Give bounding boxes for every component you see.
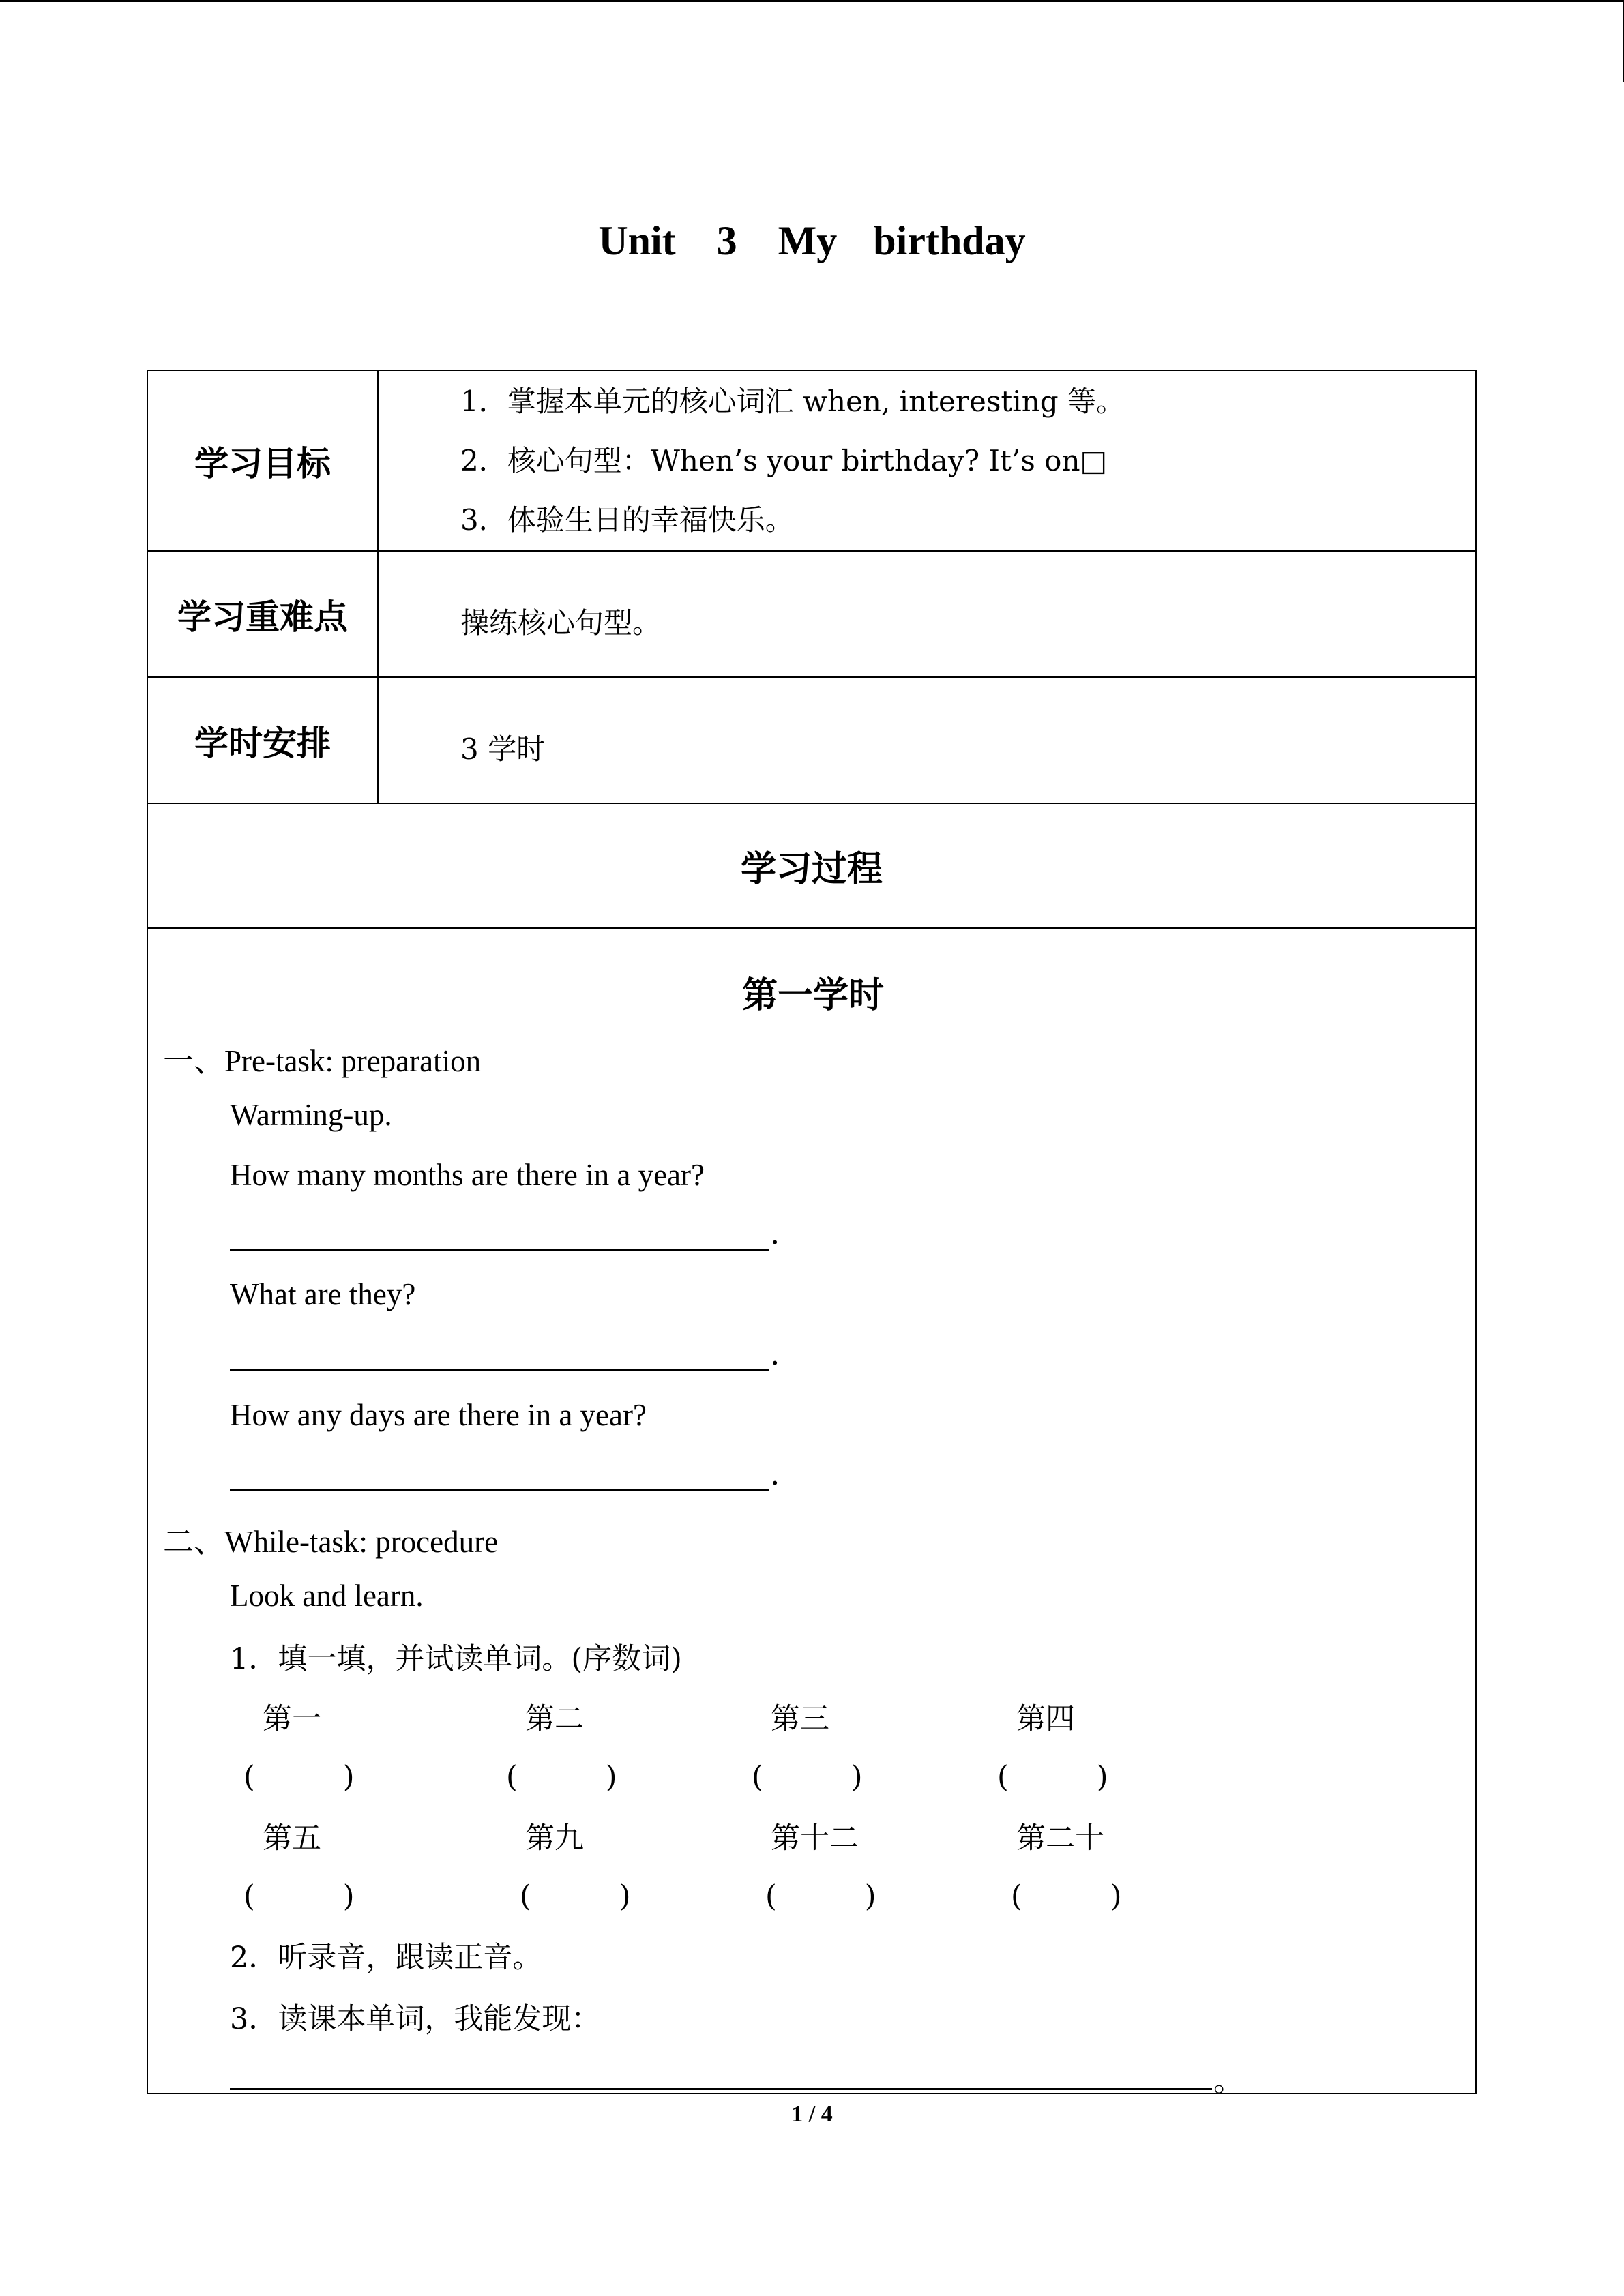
lesson-title: 第一学时 — [741, 975, 884, 1016]
goals-label: 学习目标 — [147, 370, 378, 551]
lesson-plan-table — [147, 370, 1477, 2098]
blank-period: . — [770, 1215, 780, 1251]
question-days: How any days are there in a year? — [230, 1398, 647, 1432]
row-goals — [147, 370, 1476, 551]
goal-item: 2．核心句型：When’s your birthday? It’s on□ — [460, 444, 1108, 477]
ordinal-answer-box[interactable]: ( ) — [997, 1760, 1108, 1794]
blank-period: . — [770, 1456, 780, 1492]
answer-blank-4[interactable] — [230, 2088, 1212, 2090]
row-schedule — [147, 677, 1476, 803]
ordinal-answer-box[interactable]: ( ) — [752, 1760, 863, 1794]
row-keypoints — [147, 551, 1476, 677]
page-top-border — [0, 0, 1624, 2]
ordinal-label: 第九 — [525, 1821, 584, 1855]
question-what: What are they? — [230, 1277, 416, 1311]
goal-item: 1．掌握本单元的核心词汇 when, interesting 等。 — [460, 385, 1125, 418]
task-3: 3．读课本单词，我能发现： — [230, 2002, 601, 2036]
page-number: 1 / 4 — [791, 2102, 833, 2127]
ordinal-label: 第二 — [525, 1702, 584, 1736]
schedule-cell: 3 学时 — [378, 677, 1476, 803]
ordinal-answer-box[interactable]: ( ) — [243, 1760, 355, 1794]
row-process-title — [147, 803, 1476, 928]
page-title: Unit 3 My birthday — [598, 218, 1026, 263]
ordinal-answer-box[interactable]: ( ) — [520, 1879, 631, 1913]
row-process-body — [147, 928, 1476, 2093]
blank-period: . — [770, 1336, 780, 1372]
ordinal-label: 第十二 — [771, 1821, 859, 1855]
ordinal-label: 第一 — [263, 1702, 321, 1736]
ordinal-answer-box[interactable]: ( ) — [243, 1879, 355, 1913]
ordinal-answer-box[interactable]: ( ) — [1011, 1879, 1122, 1913]
task-2: 2．听录音，跟读正音。 — [230, 1941, 542, 1975]
answer-blank-3[interactable] — [230, 1489, 769, 1491]
ordinal-answer-box[interactable]: ( ) — [506, 1760, 617, 1794]
ordinal-answer-box[interactable]: ( ) — [765, 1879, 876, 1913]
part1-heading: 一、Pre-task: preparation — [163, 1044, 482, 1078]
ordinal-label: 第二十 — [1016, 1821, 1104, 1855]
ordinal-label: 第四 — [1016, 1702, 1075, 1736]
schedule-label: 学时安排 — [147, 677, 378, 803]
task-1: 1．填一填，并试读单词。(序数词) — [230, 1642, 682, 1676]
blank-cn-period: 。 — [1213, 2062, 1245, 2098]
answer-blank-1[interactable] — [230, 1249, 769, 1251]
process-title: 学习过程 — [147, 803, 1476, 928]
keypoints-cell: 操练核心句型。 — [378, 551, 1476, 677]
part2-heading: 二、While-task: procedure — [163, 1525, 499, 1559]
goals-cell — [378, 370, 1476, 551]
process-body — [147, 928, 1476, 2098]
ordinal-label: 第五 — [263, 1821, 321, 1855]
keypoints-label: 学习重难点 — [147, 551, 378, 677]
goal-item: 3．体验生日的幸福快乐。 — [460, 503, 794, 537]
look-and-learn-text: Look and learn. — [230, 1579, 424, 1613]
warming-up-text: Warming-up. — [230, 1098, 392, 1132]
question-months: How many months are there in a year? — [230, 1158, 705, 1192]
answer-blank-2[interactable] — [230, 1369, 769, 1371]
ordinal-label: 第三 — [771, 1702, 829, 1736]
